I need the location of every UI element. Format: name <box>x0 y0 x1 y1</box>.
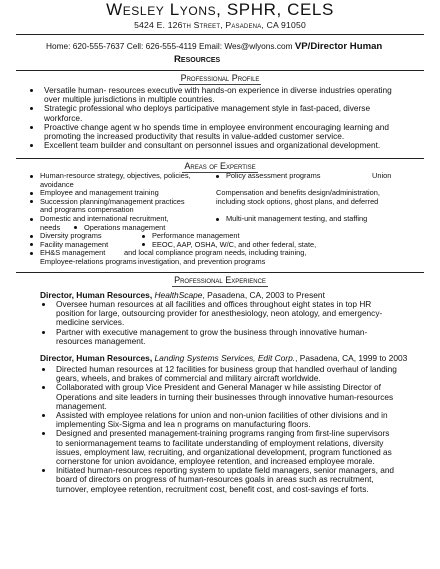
candidate-name: Wesley Lyons, SPHR, CELS <box>106 0 334 19</box>
skill-item: EEOC, AAP, OSHA, W/C, and other federal, state, <box>142 241 316 250</box>
expertise-grid <box>30 172 410 267</box>
company-name: HealthScape <box>154 290 203 300</box>
header-divider <box>16 34 424 35</box>
profile-divider <box>16 70 424 71</box>
list-item: Initiated human-resources reporting system to update field managers, senior managers, and board of directors on progress of human-resources goals in areas such as recruitment, turnover, employee retention, recruitment cost, benefit cost, and cost-savings ef forts. <box>38 466 398 494</box>
job-heading <box>40 353 430 363</box>
table-row <box>30 172 410 181</box>
skill-item: needs <box>40 222 61 232</box>
job-duties <box>38 365 398 494</box>
contact-block <box>46 40 426 66</box>
list-item: Partner with executive management to grow the business through innovative human-resources management. <box>38 328 398 346</box>
skill-item: and local compliance program needs, including training, <box>124 248 307 258</box>
job-title: Director, Human Resources, <box>40 353 153 363</box>
skill-item: and programs compensation <box>40 205 134 215</box>
table-row <box>30 258 410 267</box>
job-location: , Pasadena, CA, 1999 to 2003 <box>295 353 408 363</box>
skill-item: Employee and management training <box>30 189 159 198</box>
skill-item: investigation, and prevention programs <box>138 256 266 266</box>
job-title: Director, Human Resources, <box>40 290 153 300</box>
company-name: Landing Systems Services, Edit Corp. <box>154 353 296 363</box>
skill-item: Performance management <box>142 232 240 241</box>
target-title: VP/Director Human <box>294 41 383 52</box>
list-item: Collaborated with group Vice President and General Manager w hile assisting Director of Operations and site leaders in turning their businesses through innovative human-resources management. <box>38 383 398 411</box>
skill-item: Succession planning/management practices <box>30 198 185 207</box>
experience-divider <box>16 272 424 273</box>
list-item: Versatile human- resources executive with hands-on experience in diverse industries operating over multiple jurisdictions in multiple countries. <box>26 86 396 104</box>
list-item: Oversee human resources at all facilities and offices throughout eight states in top HR position for large, outsourcing provider for anesthesiology, neon atology, and emergency-medicine services. <box>38 300 398 328</box>
list-item: Designed and presented management-training programs ranging from first-line supervisors to seniormanagement teams to facilitate understanding of employment relations, diversity issues, employment law, recruiting, and organizational development, program functioned as cornerstone for union avoidance, employee retention, and increased employee morale. <box>38 429 398 466</box>
profile-heading: Professional Profile <box>180 73 260 83</box>
skill-item: Operations management <box>74 224 165 233</box>
skill-item: Employee-relations programs <box>40 256 137 266</box>
contact-line: Home: 620-555-7637 Cell: 626-555-4119 Email: Wes@wlyons.com <box>46 41 293 51</box>
job-location: , Pasadena, CA, 2003 to Present <box>202 290 325 300</box>
list-item: Directed human resources at 12 facilities for business group that handled overhaul of landing gears, wheels, and brakes of commercial and military aircraft worldwide. <box>38 365 398 383</box>
expertise-divider <box>16 158 424 159</box>
skill-item: Facility management <box>30 241 108 250</box>
list-item: Assisted with employee relations for union and non-union facilities of other divisions and in implementing Six-Sigma and lea n programs on manufacturing floors. <box>38 411 398 429</box>
list-item: Strategic professional who deploys participative management style in fast-paced, diverse workforce. <box>26 104 396 122</box>
skill-item: including stock options, ghost plans, and deferred <box>216 196 379 206</box>
skill-item: avoidance <box>40 179 74 189</box>
profile-list <box>26 86 396 150</box>
job-duties <box>38 300 398 346</box>
list-item: Proactive change agent w ho spends time in employee environment encouraging learning and promoting the increased productivity that results in value-added customer service. <box>26 123 396 141</box>
skill-item: Union <box>372 171 392 180</box>
target-title-continued: Resources <box>174 54 221 65</box>
skill-item: Domestic and international recruitment, <box>30 215 169 224</box>
skill-item: Human-resource strategy, objectives, policies, <box>30 172 191 181</box>
skill-item: Multi-unit management testing, and staffing <box>216 215 367 224</box>
skill-item: Diversity programs <box>30 232 102 241</box>
skill-item: Policy assessment programs <box>216 172 320 181</box>
experience-heading: Professional Experience <box>174 275 266 285</box>
address-line: 5424 E. 126th Street, Pasadena, CA 91050 <box>134 20 306 30</box>
skill-item: Compensation and benefits design/administration, <box>216 188 380 198</box>
list-item: Excellent team builder and consultant on personnel issues and organizational development. <box>26 141 396 150</box>
expertise-heading: Areas of Expertise <box>184 161 256 171</box>
skill-item: EH&S management <box>30 249 105 258</box>
